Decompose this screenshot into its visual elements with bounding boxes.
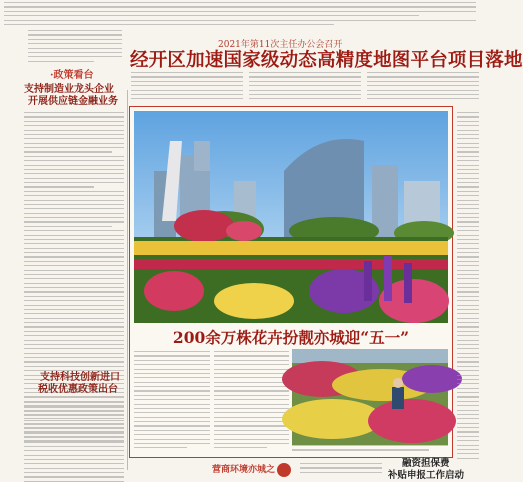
left-headline-1 [24, 84, 118, 108]
flower-garden-photo [134, 111, 448, 323]
left-headline-1-line1: 支持制造业龙头企业 [24, 84, 114, 95]
seal-icon [277, 463, 291, 477]
column-logo [212, 462, 291, 477]
left-column-article-2 [24, 402, 124, 478]
flower-worker-photo [292, 349, 448, 445]
bottom-body-text [300, 463, 382, 479]
bottom-headline-line2: 补贴申报工作启动 [388, 470, 465, 481]
left-column-article-1 [24, 112, 124, 364]
section-tag: ·政策看台 [50, 70, 94, 81]
article-body-col-2 [249, 72, 361, 106]
feature-headline: 200余万株花卉扮靓亦城迎“五一” [172, 328, 410, 347]
column-divider [127, 90, 128, 470]
top-body-text [4, 2, 476, 28]
right-narrow-column-text [457, 112, 479, 456]
flower-feature-box [129, 106, 453, 458]
column-logo-text: 营商环境亦城之 [212, 465, 276, 475]
feature-body-text-3 [292, 445, 448, 455]
feature-body-text-2 [214, 351, 289, 451]
article-body-col-3 [367, 72, 479, 106]
left-headline-2 [40, 372, 120, 396]
bottom-headline-line1: 融资担保费 [402, 458, 450, 469]
feature-body-text [134, 351, 210, 451]
article-kicker: 2021年第11次主任办公会召开 [218, 40, 343, 50]
article-body-col-1 [131, 72, 243, 106]
left-headline-2-line2: 税收优惠政策出台 [38, 384, 118, 395]
left-headline-1-line2: 开展供应链金融业务 [28, 96, 118, 107]
left-headline-2-line1: 支持科技创新进口 [40, 372, 120, 383]
article-headline: 经开区加速国家级动态高精度地图平台项目落地 [130, 50, 523, 71]
bottom-headline [388, 458, 464, 482]
left-column-top-text [28, 30, 122, 62]
